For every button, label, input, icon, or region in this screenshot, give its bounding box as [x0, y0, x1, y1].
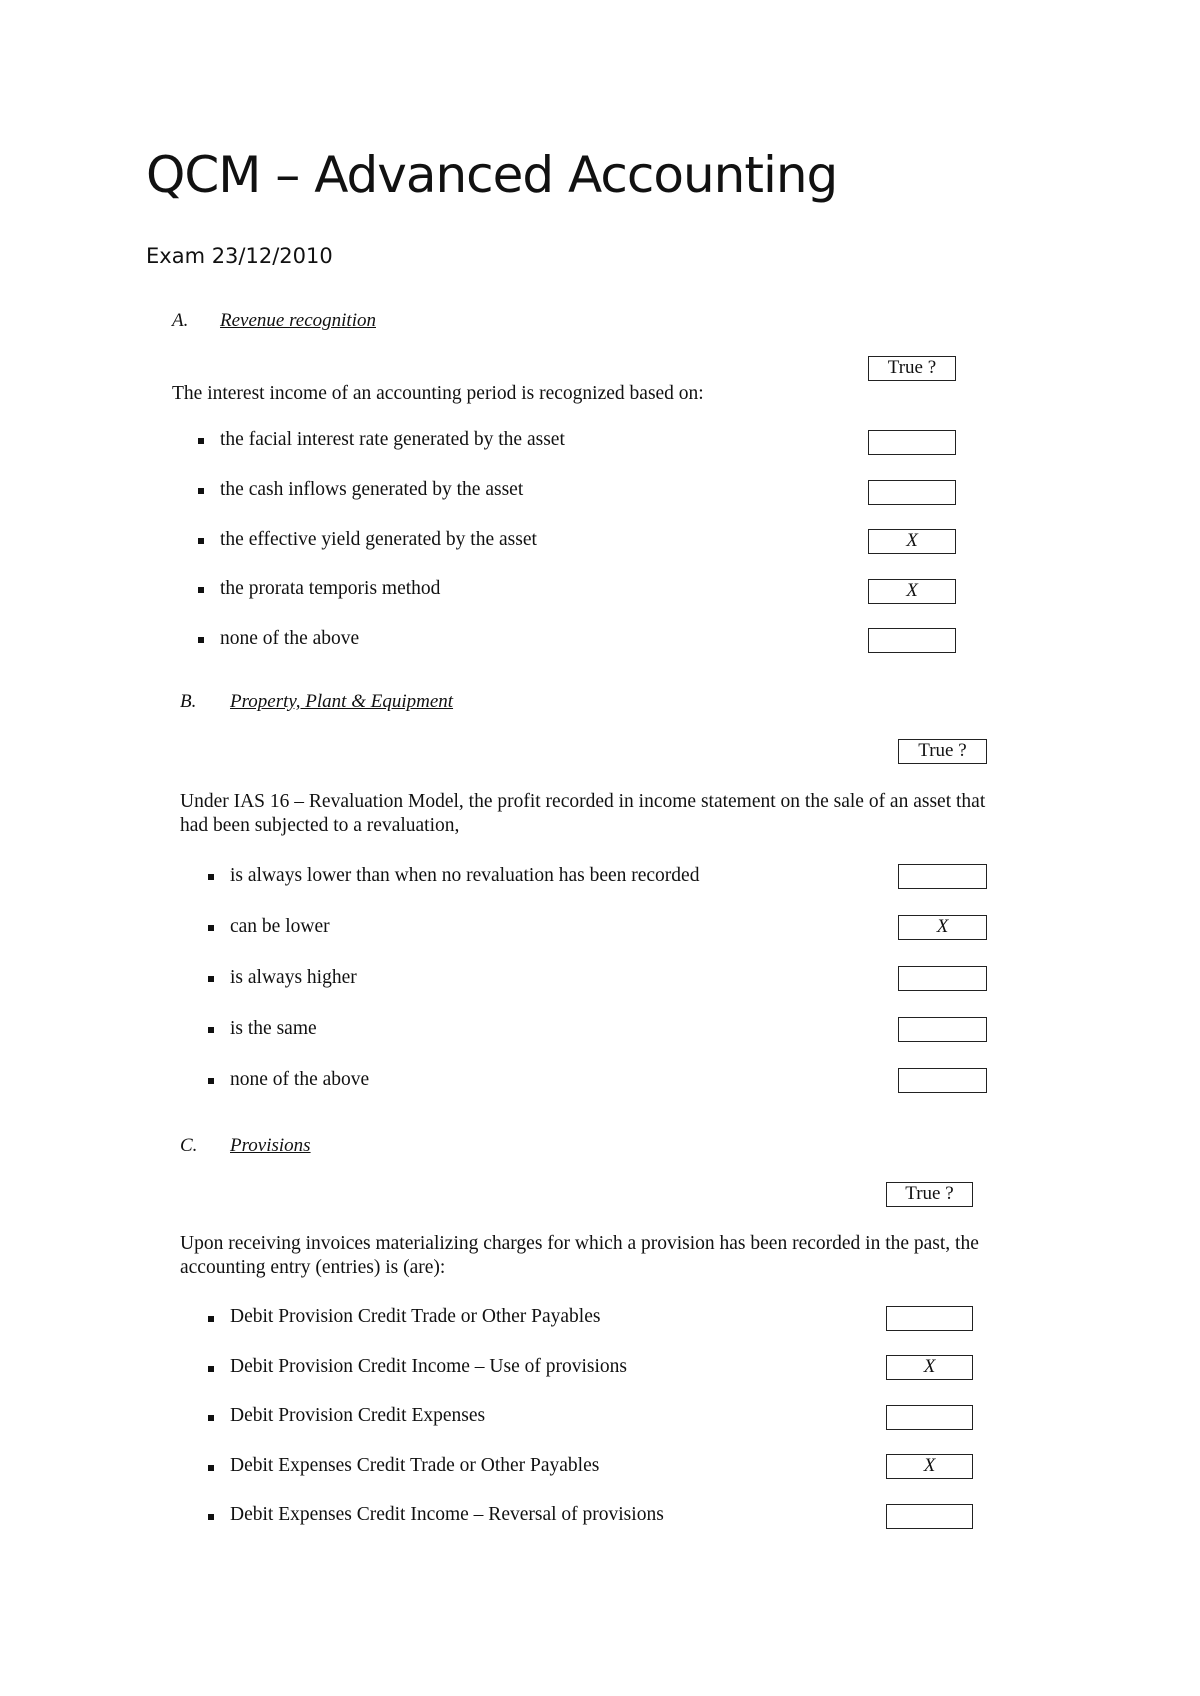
answer-box[interactable]: [868, 430, 956, 455]
answer-box[interactable]: [886, 1405, 973, 1430]
bullet-icon: [208, 976, 214, 982]
answer-box[interactable]: [868, 480, 956, 505]
section-letter: B.: [180, 691, 197, 712]
bullet-icon: [198, 587, 204, 593]
question-text: Under IAS 16 – Revaluation Model, the profit recorded in income statement on the sale of an asset that had been subjected to a revaluation,: [180, 791, 986, 836]
answer-box[interactable]: [898, 1068, 987, 1093]
answer-box[interactable]: X: [868, 529, 956, 554]
option-text: Debit Expenses Credit Income – Reversal of provisions: [230, 1504, 664, 1525]
answer-box[interactable]: [898, 1017, 987, 1042]
option-text: none of the above: [230, 1069, 370, 1090]
answer-box[interactable]: [898, 966, 987, 991]
option-text: Debit Provision Credit Trade or Other Payables: [230, 1306, 601, 1327]
true-header-box: True ?: [886, 1182, 973, 1207]
bullet-icon: [208, 1316, 214, 1322]
bullet-icon: [208, 925, 214, 931]
answer-box[interactable]: X: [886, 1454, 973, 1479]
option-text: none of the above: [220, 628, 360, 649]
bullet-icon: [208, 1415, 214, 1421]
answer-box[interactable]: [898, 864, 987, 889]
option-text: the cash inflows generated by the asset: [220, 479, 524, 500]
section-title: Property, Plant & Equipment: [230, 691, 454, 712]
option-text: the facial interest rate generated by the asset: [220, 429, 565, 450]
option-text: is always lower than when no revaluation has been recorded: [230, 865, 700, 886]
option-text: Debit Provision Credit Income – Use of provisions: [230, 1356, 627, 1377]
answer-box[interactable]: [868, 628, 956, 653]
bullet-icon: [208, 1465, 214, 1471]
question-text: The interest income of an accounting period is recognized based on:: [172, 383, 704, 404]
answer-box[interactable]: [886, 1306, 973, 1331]
answer-box[interactable]: X: [886, 1355, 973, 1380]
question-text: Upon receiving invoices materializing charges for which a provision has been recorded in the past, the accounting entry (entries) is (are):: [180, 1233, 979, 1278]
option-text: the prorata temporis method: [220, 578, 441, 599]
option-text: is always higher: [230, 967, 357, 988]
option-text: can be lower: [230, 916, 330, 937]
bullet-icon: [198, 488, 204, 494]
answer-box[interactable]: [886, 1504, 973, 1529]
option-text: is the same: [230, 1018, 317, 1039]
bullet-icon: [208, 1078, 214, 1084]
bullet-icon: [198, 438, 204, 444]
answer-box[interactable]: X: [898, 915, 987, 940]
option-text: Debit Provision Credit Expenses: [230, 1405, 486, 1426]
answer-box[interactable]: X: [868, 579, 956, 604]
exam-date: Exam 23/12/2010: [146, 244, 333, 268]
bullet-icon: [208, 1514, 214, 1520]
option-text: the effective yield generated by the asset: [220, 529, 537, 550]
bullet-icon: [198, 538, 204, 544]
section-letter: C.: [180, 1135, 198, 1156]
option-text: Debit Expenses Credit Trade or Other Payables: [230, 1455, 600, 1476]
bullet-icon: [208, 874, 214, 880]
bullet-icon: [208, 1366, 214, 1372]
section-title: Provisions: [230, 1135, 311, 1156]
true-header-box: True ?: [898, 739, 987, 764]
section-title: Revenue recognition: [220, 310, 376, 331]
section-letter: A.: [172, 310, 189, 331]
page-title: QCM – Advanced Accounting: [146, 146, 838, 204]
true-header-box: True ?: [868, 356, 956, 381]
bullet-icon: [208, 1027, 214, 1033]
bullet-icon: [198, 637, 204, 643]
